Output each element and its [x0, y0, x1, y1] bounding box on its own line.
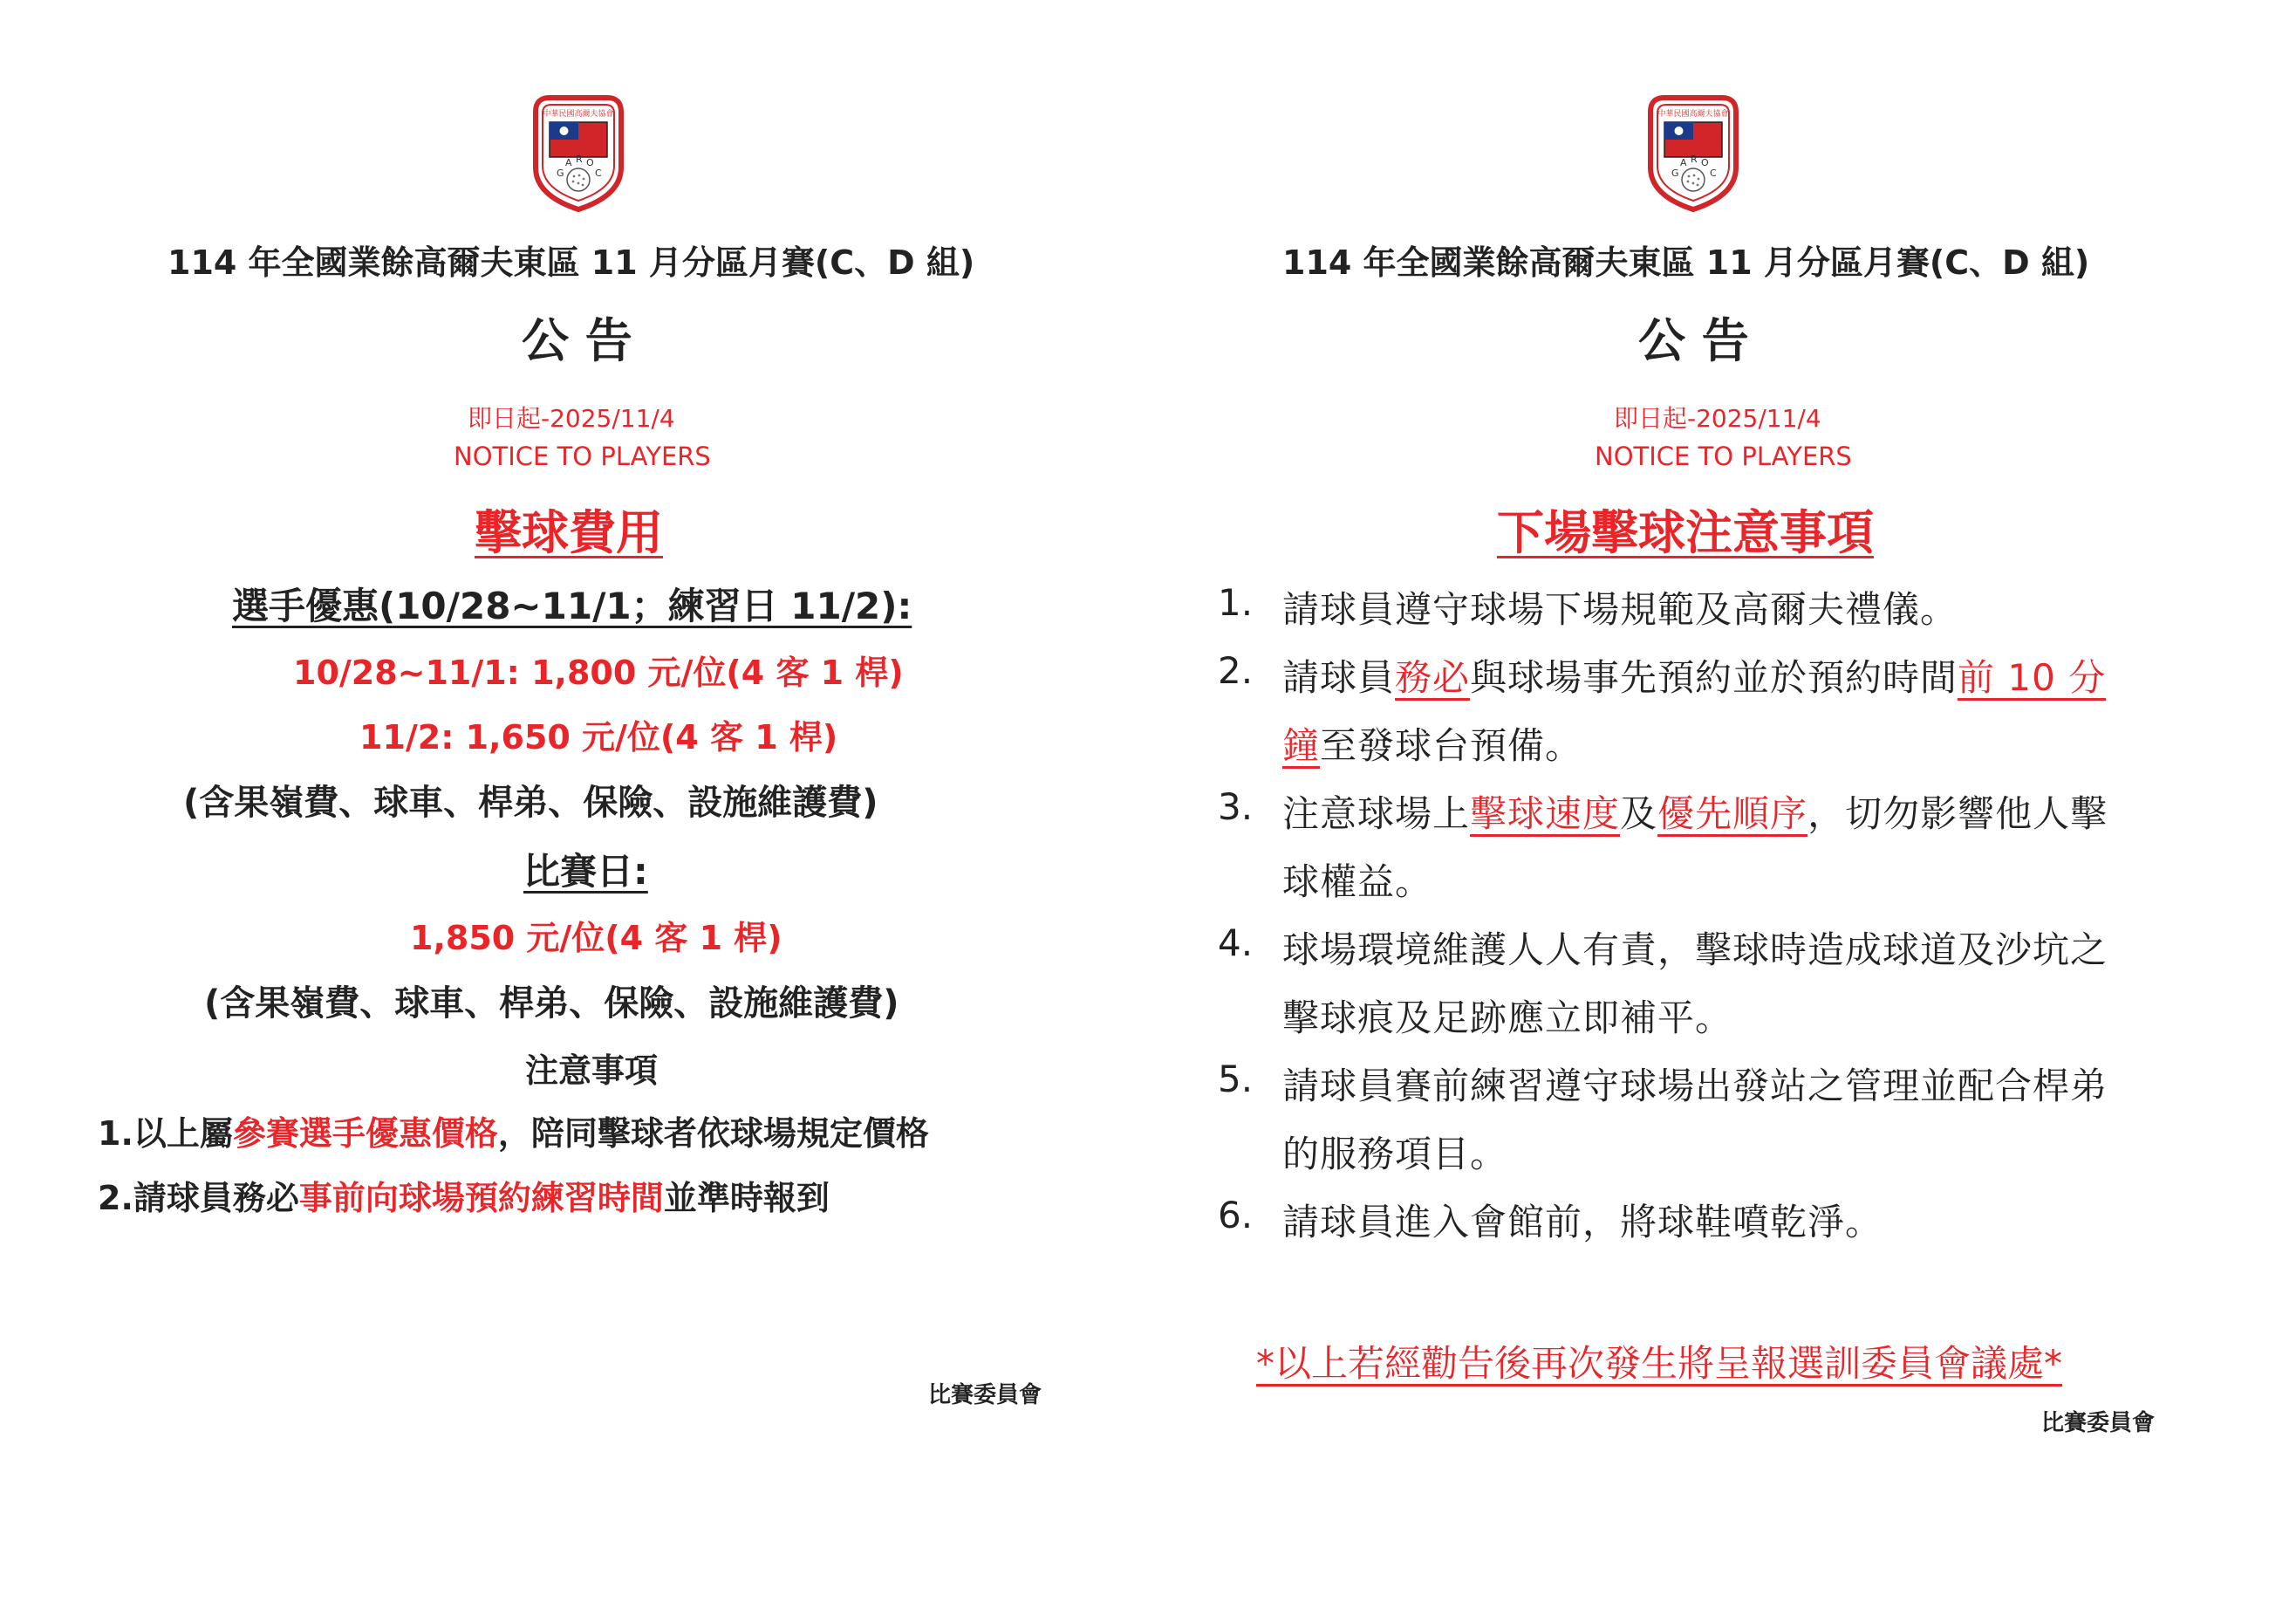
rule-3: 注意球場上擊球速度及優先順序，切勿影響他人擊 — [1282, 792, 2108, 835]
rule-6: 請球員進入會館前，將球鞋噴乾淨。 — [1282, 1201, 1883, 1243]
rule-2: 請球員務必與球場事先預約並於預約時間前 10 分 — [1282, 656, 2107, 699]
match-day-heading: 比賽日: — [523, 850, 648, 893]
svg-text:G: G — [1671, 168, 1679, 179]
rule-3-cont: 球權益。 — [1282, 860, 1433, 903]
svg-text:G: G — [557, 168, 564, 179]
list-number-1: 1. — [1218, 581, 1254, 624]
rule-4: 球場環境維護人人有責，擊球時造成球道及沙坑之 — [1282, 928, 2108, 971]
event-title: 114 年全國業餘高爾夫東區 11 月分區月賽(C、D 組) — [1282, 243, 2090, 282]
price-practice-week: 10/28~11/1: 1,800 元/位(4 客 1 桿) — [293, 654, 904, 692]
list-number-2: 2. — [1218, 649, 1254, 692]
committee-signature: 比賽委員會 — [928, 1382, 1042, 1408]
svg-text:C: C — [595, 168, 602, 179]
svg-text:O: O — [1701, 157, 1709, 168]
list-number-5: 5. — [1218, 1058, 1254, 1100]
svg-text:R: R — [576, 154, 583, 165]
fee-includes-2: (含果嶺費、球車、桿弟、保險、設施維護費) — [204, 983, 899, 1024]
notice-to-players: NOTICE TO PLAYERS — [454, 442, 711, 471]
svg-text:O: O — [586, 157, 594, 168]
price-practice-day: 11/2: 1,650 元/位(4 客 1 桿) — [359, 718, 838, 757]
logo-ring-text: 中華民國高爾夫協會 — [543, 110, 614, 119]
list-number-3: 3. — [1218, 785, 1254, 828]
section-title-fees: 擊球費用 — [475, 505, 663, 560]
notes-heading: 注意事項 — [525, 1051, 659, 1090]
fee-includes-1: (含果嶺費、球車、桿弟、保險、設施維護費) — [183, 783, 878, 823]
warning-note: *以上若經勸告後再次發生將呈報選訓委員會議處* — [1256, 1342, 2063, 1385]
svg-text:R: R — [1691, 154, 1698, 165]
svg-text:C: C — [1710, 168, 1717, 179]
section-title-rules: 下場擊球注意事項 — [1497, 505, 1874, 560]
rule-2-cont: 鐘至發球台預備。 — [1282, 724, 1583, 767]
price-match-day: 1,850 元/位(4 客 1 桿) — [410, 919, 782, 957]
committee-signature: 比賽委員會 — [2041, 1410, 2156, 1436]
rule-5: 請球員賽前練習遵守球場出發站之管理並配合桿弟 — [1282, 1065, 2108, 1107]
note-2: 2.請球員務必事前向球場預約練習時間並準時報到 — [98, 1179, 830, 1217]
garoc-logo — [530, 92, 626, 213]
garoc-shield-icon — [1645, 92, 1741, 213]
rule-1: 請球員遵守球場下場規範及高爾夫禮儀。 — [1282, 588, 1958, 631]
list-number-4: 4. — [1218, 921, 1254, 964]
svg-text:A: A — [565, 157, 572, 168]
effective-date: 即日起-2025/11/4 — [1614, 404, 1821, 433]
garoc-logo — [1645, 92, 1741, 213]
svg-text:A: A — [1680, 157, 1687, 168]
announcement-heading: 公 告 — [1638, 313, 1749, 368]
rule-5-cont: 的服務項目。 — [1282, 1133, 1508, 1175]
event-title: 114 年全國業餘高爾夫東區 11 月分區月賽(C、D 組) — [167, 243, 975, 282]
player-discount-heading: 選手優惠(10/28~11/1；練習日 11/2): — [232, 585, 912, 627]
notice-to-players: NOTICE TO PLAYERS — [1595, 442, 1852, 471]
note-1: 1.以上屬參賽選手優惠價格，陪同擊球者依球場規定價格 — [98, 1114, 929, 1153]
effective-date: 即日起-2025/11/4 — [468, 404, 675, 433]
announcement-heading: 公 告 — [522, 313, 632, 368]
garoc-shield-icon — [530, 92, 626, 213]
rule-4-cont: 擊球痕及足跡應立即補平。 — [1282, 996, 1733, 1039]
logo-ring-text: 中華民國高爾夫協會 — [1657, 110, 1729, 119]
list-number-6: 6. — [1218, 1194, 1254, 1236]
